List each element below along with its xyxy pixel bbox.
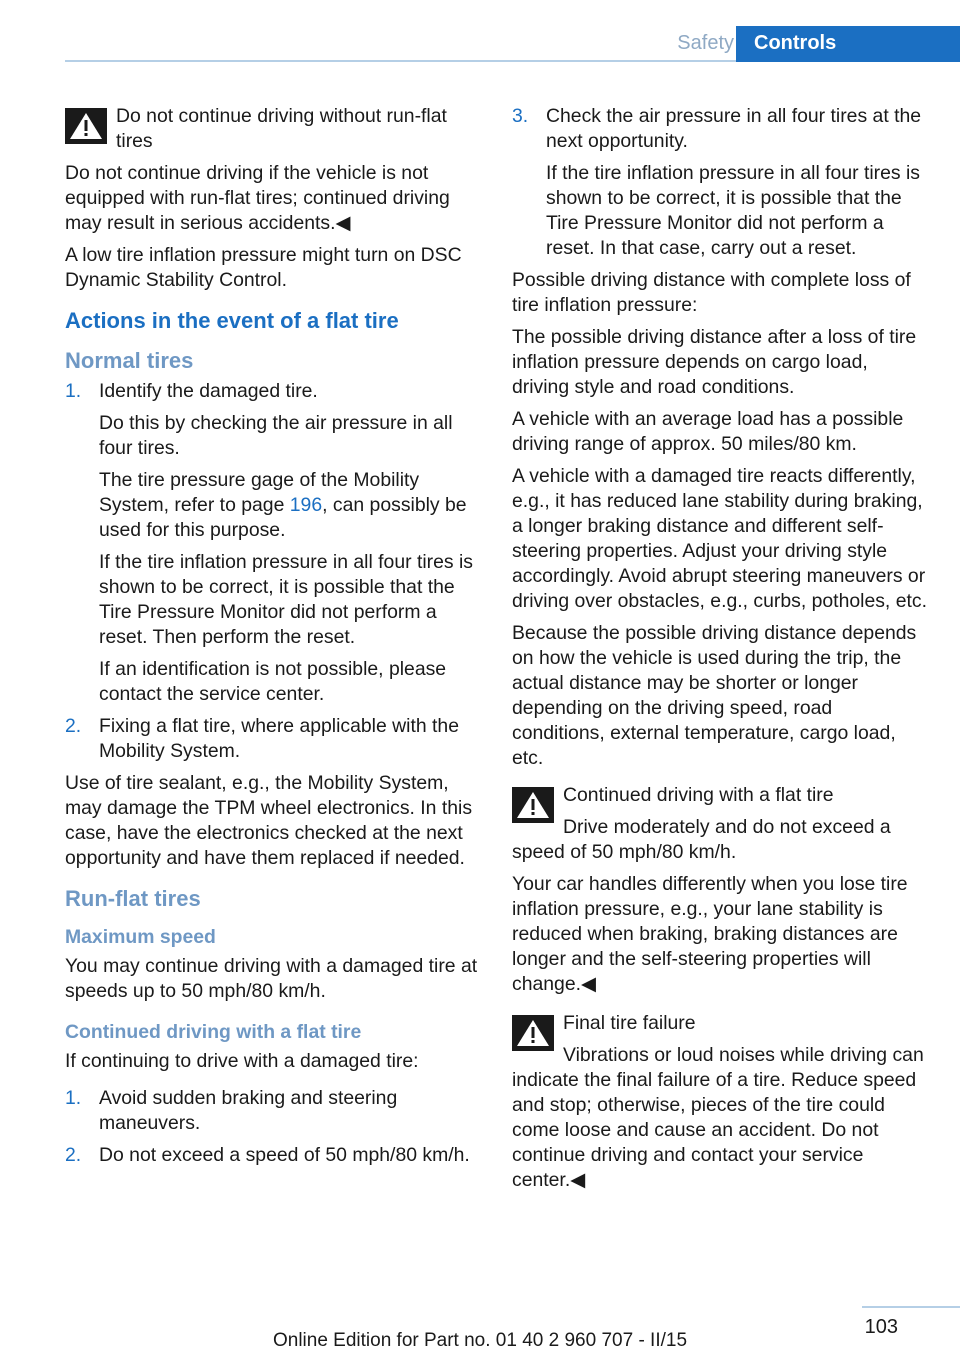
warning-triangle-icon (512, 1015, 554, 1051)
list-number: 1. (65, 380, 82, 402)
page-link[interactable]: 196 (289, 494, 323, 516)
paragraph-damaged-tire: A vehicle with a damaged tire reacts differently, e.g., it has reduced lane stability during braking, a longer braking distance and different self-steering properties. Adjust your driving style accordingly. Avoid abrupt steering maneuvers or driving over obstacles, e.g., curbs, potholes, etc. (512, 465, 927, 612)
list-text: Check the air pressure in all four tires at the next opportunity. (546, 105, 922, 152)
list-text: Fixing a flat tire, where applicable with the Mobility System. (99, 715, 459, 762)
warning-body: Drive moderately and do not exceed a speed of 50 mph/80 km/h. (512, 816, 891, 863)
list-item (65, 714, 483, 764)
list-subtext: If an identification is not possible, please contact the service center. (99, 658, 447, 705)
text-fragment: The tire pressure gage of the Mobility System, refer to page (99, 469, 420, 516)
paragraph-because: Because the possible driving distance depends on how the vehicle is used during the trip, the actual distance may be shorter or longer depending on the driving speed, road conditions, external temperature, cargo load, etc. (512, 622, 917, 769)
list-subtext: If the tire inflation pressure in all four tires is shown to be correct, it is possible that the Tire Pressure Monitor did not perform a reset. Then perform the reset. (99, 551, 473, 648)
paragraph-average-load: A vehicle with an average load has a possible driving range of approx. 50 miles/80 km. (512, 408, 904, 455)
heading-maximum-speed: Maximum speed (65, 926, 216, 948)
runflat-list (65, 1086, 483, 1168)
list-subtext: Do this by checking the air pressure in all four tires. (99, 412, 453, 459)
warning-body: Do not continue driving if the vehicle is not equipped with run-flat tires; continued driving may result in serious accidents.◀ (65, 162, 450, 234)
list-number: 2. (65, 1144, 82, 1166)
warning-runflat (65, 104, 483, 154)
list-number: 2. (65, 715, 82, 737)
paragraph-sealant: Use of tire sealant, e.g., the Mobility System, may damage the TPM wheel electronics. In this case, have the electronics checked at the next opportunity and have them replaced if needed. (65, 772, 473, 869)
warning-title: Final tire failure (563, 1012, 696, 1034)
warning-final-failure (512, 1011, 930, 1193)
paragraph-dsc: A low tire inflation pressure might turn on DSC Dynamic Stability Control. (65, 244, 462, 291)
warning-title: Do not continue driving without run-flat tires (116, 105, 447, 152)
paragraph-possible-distance: Possible driving distance with complete loss of tire inflation pressure: (512, 269, 911, 316)
list-number: 1. (65, 1087, 82, 1109)
heading-normal-tires: Normal tires (65, 348, 194, 373)
left-column (65, 104, 483, 1175)
warning-continued-driving (512, 783, 930, 865)
tab-safety[interactable]: Safety (677, 32, 734, 54)
list-item (65, 379, 483, 707)
list-item (65, 1086, 483, 1136)
list-text: Do not exceed a speed of 50 mph/80 km/h. (99, 1144, 470, 1166)
right-column (512, 104, 930, 1200)
paragraph-handles: Your car handles differently when you lose tire inflation pressure, e.g., your lane stability is reduced when braking, braking distances are longer and the self-steering properties will change.◀ (512, 873, 908, 995)
list-item (65, 1143, 483, 1168)
paragraph-maximum-speed: You may continue driving with a damaged tire at speeds up to 50 mph/80 km/h. (65, 955, 478, 1002)
heading-actions: Actions in the event of a flat tire (65, 308, 399, 333)
heading-continued-driving: Continued driving with a flat tire (65, 1021, 362, 1043)
tab-controls[interactable]: Controls (736, 26, 960, 62)
list-text: Identify the damaged tire. (99, 380, 318, 402)
list-text: Avoid sudden braking and steering maneuvers. (99, 1087, 398, 1134)
warning-title: Continued driving with a flat tire (563, 784, 834, 806)
list-item (512, 104, 930, 261)
list-subtext (99, 468, 483, 543)
page-number: 103 (864, 1316, 898, 1338)
normal-tires-list (65, 379, 483, 764)
warning-triangle-icon (65, 108, 107, 144)
warning-body: Vibrations or loud noises while driving can indicate the final failure of a tire. Reduce speed and stop; otherwise, pieces of the tire could come loose and cause an accident. Do not continue driving and contact your service center.◀ (512, 1044, 924, 1191)
warning-triangle-icon (512, 787, 554, 823)
paragraph-continuing: If continuing to drive with a damaged tire: (65, 1050, 419, 1072)
paragraph-depends: The possible driving distance after a loss of tire inflation pressure depends on cargo load, driving style and road conditions. (512, 326, 917, 398)
edition-footer: Online Edition for Part no. 01 40 2 960 707 - II/15 (272, 1330, 688, 1351)
list-subtext: If the tire inflation pressure in all four tires is shown to be correct, it is possible that the Tire Pressure Monitor did not perform a reset. In that case, carry out a reset. (546, 162, 920, 259)
text-fragment: , can possibly be used for this purpose. (99, 494, 467, 541)
heading-runflat-tires: Run-flat tires (65, 886, 201, 911)
list-number: 3. (512, 105, 529, 127)
footer-rule (862, 1306, 960, 1308)
